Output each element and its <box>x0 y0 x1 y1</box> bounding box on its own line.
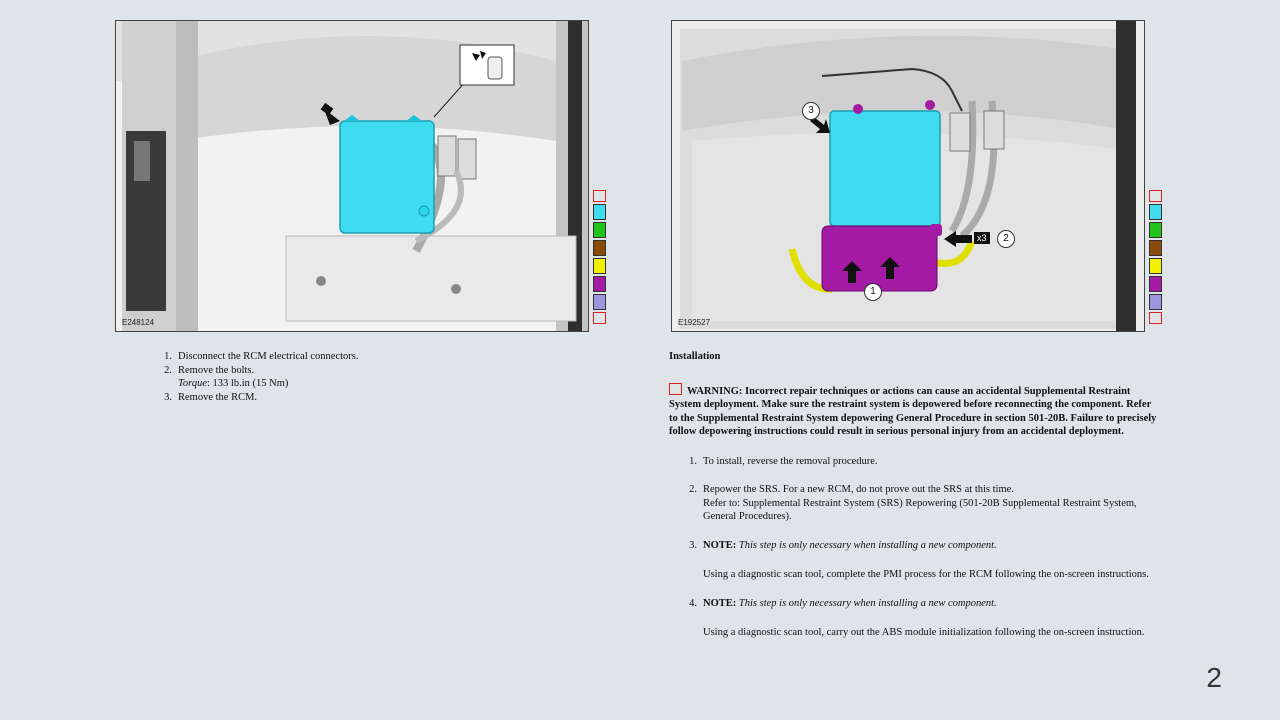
rcm-installation-illustration <box>672 21 1144 331</box>
legend-marker <box>1149 190 1162 202</box>
callout-1: 1 <box>864 283 882 301</box>
install-step <box>683 455 1159 469</box>
removal-step <box>158 364 598 378</box>
note-text: This step is only necessary when installing a new component. <box>738 597 997 609</box>
step-number: 4. <box>689 597 697 609</box>
legend-swatch-lavender <box>1149 294 1162 310</box>
removal-step <box>158 350 598 364</box>
figure-id: E192527 <box>678 318 711 327</box>
rcm-removal-illustration <box>116 21 588 331</box>
color-legend-right <box>1149 190 1163 324</box>
step-number: 2. <box>689 484 697 495</box>
legend-swatch-brown <box>1149 240 1162 256</box>
figure-rcm-installation <box>671 20 1145 332</box>
legend-marker <box>593 190 606 202</box>
warning-block <box>669 383 1159 439</box>
removal-step <box>158 391 598 405</box>
note-label: NOTE: <box>703 539 737 551</box>
page-number: 2 <box>1206 662 1222 693</box>
warning-text: WARNING: Incorrect repair techniques or actions can cause an accidental Supplemental Restraint System deployment. Make sure the restraint system is depowered before reconnecting the component. Refer to the Supplemental Restraint System depowering General Procedure in section 501-20B. Failure to precisely follow depowering instructions could result in serious personal injury from an accidental deployment. <box>669 385 1157 437</box>
legend-swatch-brown <box>593 240 606 256</box>
callout-2: 2 <box>997 230 1015 248</box>
step-text: Remove the bolts. <box>178 364 255 376</box>
torque-value: : 133 lb.in (15 Nm) <box>206 378 289 389</box>
note-text: This step is only necessary when installing a new component. <box>738 539 997 551</box>
multiplier-label: x3 <box>974 232 990 244</box>
legend-swatch-yellow <box>593 258 606 274</box>
installation-section <box>669 350 1159 640</box>
warning-marker <box>669 383 682 395</box>
step-text: Remove the RCM. <box>178 391 258 403</box>
color-legend-left <box>593 190 607 324</box>
note-label: NOTE: <box>703 597 737 609</box>
install-step <box>683 483 1159 524</box>
step-number: 1. <box>689 455 697 467</box>
step-number: 3. <box>689 539 697 551</box>
step-reference: Refer to: Supplemental Restraint System (SRS) Repowering (501-20B Supplemental Restraint System, General Procedures). <box>703 497 1137 522</box>
step-text: To install, reverse the removal procedure. <box>703 455 878 467</box>
figure-id: E248124 <box>122 318 155 327</box>
step-number: 3. <box>164 391 172 403</box>
torque-label: Torque <box>178 378 207 389</box>
legend-swatch-green <box>1149 222 1162 238</box>
legend-marker <box>1149 312 1162 324</box>
step-body: Using a diagnostic scan tool, complete the PMI process for the RCM following the on-screen instructions. <box>703 569 1149 580</box>
callout-3: 3 <box>802 102 820 120</box>
removal-steps <box>158 350 598 404</box>
step-number: 2. <box>164 364 172 376</box>
installation-heading: Installation <box>669 351 721 362</box>
step-number: 1. <box>164 351 172 362</box>
legend-swatch-green <box>593 222 606 238</box>
legend-swatch-cyan <box>593 204 606 220</box>
torque-spec <box>158 377 598 391</box>
legend-swatch-lavender <box>593 294 606 310</box>
legend-swatch-purple <box>1149 276 1162 292</box>
legend-marker <box>593 312 606 324</box>
legend-swatch-purple <box>593 276 606 292</box>
step-text: Disconnect the RCM electrical connectors. <box>178 351 359 362</box>
legend-swatch-cyan <box>1149 204 1162 220</box>
step-body: Using a diagnostic scan tool, carry out the ABS module initialization following the on-screen instruction. <box>703 627 1145 638</box>
install-step <box>683 539 1159 582</box>
legend-swatch-yellow <box>1149 258 1162 274</box>
install-step <box>683 597 1159 640</box>
figure-rcm-removal <box>115 20 589 332</box>
step-text: Repower the SRS. For a new RCM, do not prove out the SRS at this time. <box>703 484 1014 495</box>
